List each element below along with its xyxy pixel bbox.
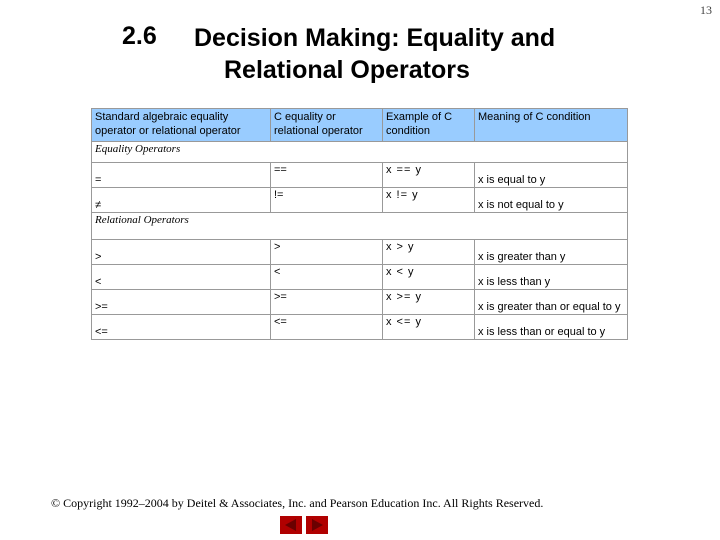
meaning-cell: x is greater than or equal to y xyxy=(475,290,628,315)
header-algebraic-operator: Standard algebraic equality operator or relational operator xyxy=(92,109,271,142)
title-line-1: Decision Making: Equality and xyxy=(194,24,556,52)
c-operator-cell: == xyxy=(271,163,383,188)
group-heading-row xyxy=(92,142,628,163)
algebraic-operator-cell: = xyxy=(92,163,271,188)
section-number: 2.6 xyxy=(122,22,157,50)
left-triangle-icon xyxy=(285,519,296,531)
title-line-2: Relational Operators xyxy=(224,56,470,84)
group-heading: Relational Operators xyxy=(92,213,628,240)
meaning-cell: x is greater than y xyxy=(475,240,628,265)
table-row xyxy=(92,163,628,188)
copyright-notice: © Copyright 1992–2004 by Deitel & Associates, Inc. and Pearson Education Inc. All Rights Reserved. xyxy=(51,496,544,510)
table-row xyxy=(92,188,628,213)
algebraic-operator-cell: ≠ xyxy=(92,188,271,213)
table-row xyxy=(92,265,628,290)
c-operator-cell: >= xyxy=(271,290,383,315)
algebraic-operator-cell: > xyxy=(92,240,271,265)
example-cell: x != y xyxy=(383,188,475,213)
table-header-row xyxy=(92,109,628,142)
algebraic-operator-cell: >= xyxy=(92,290,271,315)
header-meaning: Meaning of C condition xyxy=(475,109,628,142)
meaning-cell: x is less than or equal to y xyxy=(475,315,628,340)
next-slide-button[interactable] xyxy=(306,516,328,534)
algebraic-operator-cell: < xyxy=(92,265,271,290)
header-c-operator: C equality or relational operator xyxy=(271,109,383,142)
example-cell: x < y xyxy=(383,265,475,290)
table-row xyxy=(92,240,628,265)
header-example-condition: Example of C condition xyxy=(383,109,475,142)
table-row xyxy=(92,290,628,315)
group-heading: Equality Operators xyxy=(92,142,628,163)
example-cell: x >= y xyxy=(383,290,475,315)
c-operator-cell: < xyxy=(271,265,383,290)
c-operator-cell: <= xyxy=(271,315,383,340)
slide-title xyxy=(194,22,634,86)
operators-table xyxy=(91,108,628,340)
algebraic-operator-cell: <= xyxy=(92,315,271,340)
table-body xyxy=(92,142,628,340)
c-operator-cell: != xyxy=(271,188,383,213)
meaning-cell: x is not equal to y xyxy=(475,188,628,213)
page-number: 13 xyxy=(700,3,712,17)
previous-slide-button[interactable] xyxy=(280,516,302,534)
example-cell: x == y xyxy=(383,163,475,188)
right-triangle-icon xyxy=(312,519,323,531)
example-cell: x > y xyxy=(383,240,475,265)
example-cell: x <= y xyxy=(383,315,475,340)
c-operator-cell: > xyxy=(271,240,383,265)
table-row xyxy=(92,315,628,340)
group-heading-row xyxy=(92,213,628,240)
meaning-cell: x is equal to y xyxy=(475,163,628,188)
meaning-cell: x is less than y xyxy=(475,265,628,290)
